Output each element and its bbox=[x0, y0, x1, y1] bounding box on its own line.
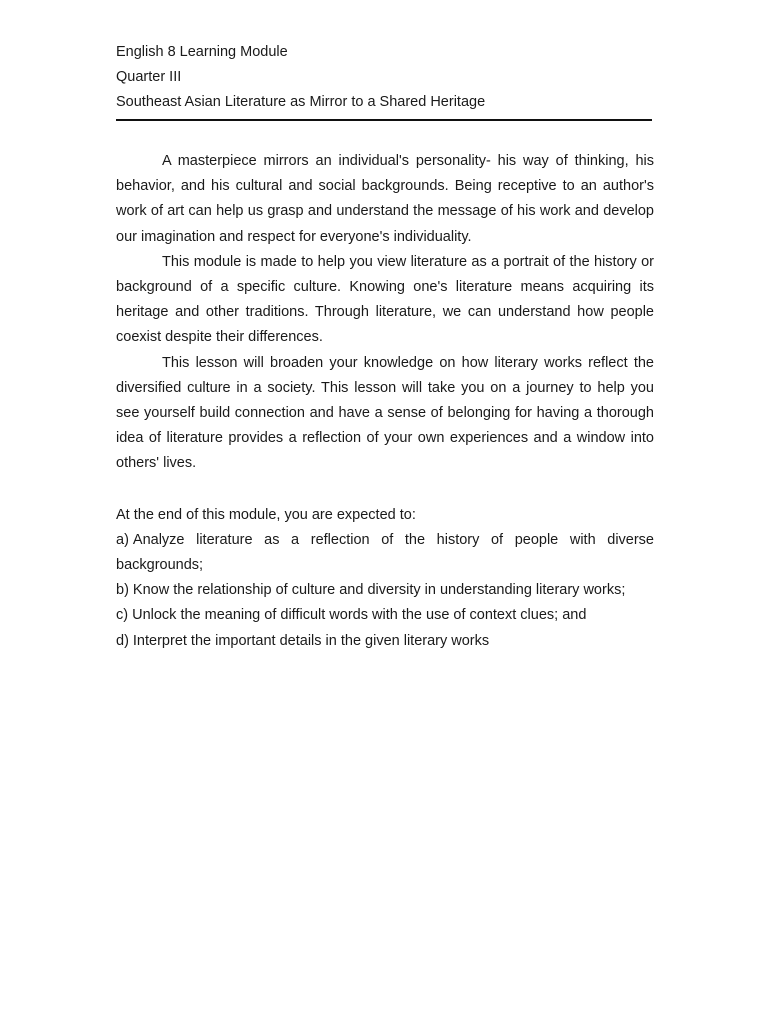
objective-marker: b) bbox=[116, 582, 129, 599]
objective-item bbox=[116, 528, 654, 578]
objective-text: Analyze literature as a reflection of the history of people with diverse backgrounds; bbox=[116, 531, 654, 574]
objectives-list bbox=[116, 528, 654, 654]
objectives-intro: At the end of this module, you are expected to: bbox=[116, 506, 416, 523]
lesson-title: Southeast Asian Literature as Mirror to a Shared Heritage bbox=[116, 94, 486, 110]
objective-text: Interpret the important details in the given literary works bbox=[132, 632, 490, 649]
module-title: English 8 Learning Module bbox=[116, 44, 288, 60]
paragraph: A masterpiece mirrors an individual's personality- his way of thinking, his behavior, and his cultural and social backgrounds. Being receptive to an author's work of art can help us grasp and understand the message of his work and develop our imagination and respect for everyone's individuality. bbox=[116, 153, 654, 245]
header-divider bbox=[116, 119, 652, 121]
objective-item bbox=[116, 578, 654, 603]
paragraph: This module is made to help you view literature as a portrait of the history or background of a specific culture. Knowing one's literature means acquiring its heritage and other traditions. Through literature, we can understand how people coexist despite their differences. bbox=[116, 253, 654, 346]
objective-marker: c) bbox=[116, 607, 129, 624]
objective-marker: a) bbox=[116, 531, 129, 548]
objective-marker: d) bbox=[116, 632, 129, 649]
introduction-text bbox=[116, 149, 654, 477]
module-page bbox=[116, 40, 654, 654]
learning-objectives bbox=[116, 503, 654, 654]
objective-text: Know the relationship of culture and diversity in understanding literary works; bbox=[132, 582, 626, 599]
quarter-label: Quarter III bbox=[116, 69, 182, 85]
paragraph: This lesson will broaden your knowledge on how literary works reflect the diversified culture in a society. This lesson will take you on a journey to help you see yourself build connection and have a sense of belonging for having a thorough idea of literature provides a reflection of your own experiences and a window into others' lives. bbox=[116, 354, 654, 472]
module-header bbox=[116, 40, 654, 121]
objective-text: Unlock the meaning of difficult words with the use of context clues; and bbox=[132, 607, 587, 624]
objective-item bbox=[116, 603, 654, 628]
objective-item bbox=[116, 629, 654, 654]
